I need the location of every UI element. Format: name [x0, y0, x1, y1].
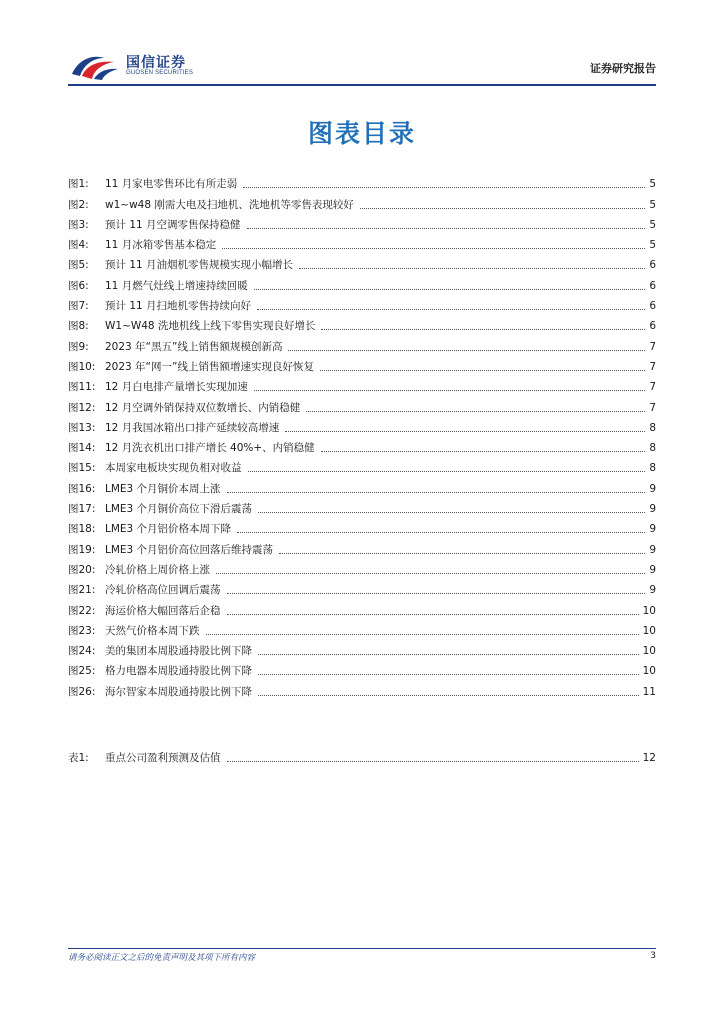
toc-leader-dots	[258, 653, 639, 655]
toc-entry-title: W1~W48 洗地机线上线下零售实现良好增长	[105, 320, 316, 333]
toc-leader-dots	[258, 694, 639, 696]
toc-entry-label: 图20:	[68, 563, 96, 576]
toc-entry-title: 12 月我国冰箱出口排产延续较高增速	[105, 421, 280, 434]
toc-entry-page: 6	[649, 320, 656, 333]
toc-entry[interactable]	[68, 475, 656, 495]
toc-entry-label: 图22:	[68, 604, 96, 617]
toc-leader-dots	[258, 511, 645, 513]
toc-entry[interactable]	[68, 455, 656, 475]
toc-entry-title: 预计 11 月扫地机零售持续向好	[105, 300, 252, 313]
toc-entry[interactable]	[68, 293, 656, 313]
toc-entry-page: 10	[642, 665, 656, 678]
toc-entry-label: 图13:	[68, 421, 96, 434]
toc-entry-page: 7	[649, 360, 656, 373]
page-number: 3	[650, 951, 656, 961]
guosen-logo	[68, 50, 268, 84]
toc-entry-label: 图18:	[68, 523, 96, 536]
footer-disclaimer[interactable]: 请务必阅读正文之后的免责声明及其项下所有内容	[68, 953, 256, 963]
toc-entry-title: 11 月家电零售环比有所走弱	[105, 178, 238, 191]
toc-entry[interactable]	[68, 333, 656, 353]
toc-entry-label: 图14:	[68, 442, 96, 455]
toc-entry-page: 7	[649, 401, 656, 414]
toc-entry-label: 图9:	[68, 340, 89, 353]
toc-entry-page: 8	[649, 462, 656, 475]
toc-entry-label: 图5:	[68, 259, 89, 272]
toc-entry-page: 9	[649, 584, 656, 597]
toc-entry-page: 5	[649, 239, 656, 252]
toc-leader-dots	[285, 430, 645, 432]
toc-leader-dots	[227, 613, 639, 615]
toc-entry[interactable]	[68, 272, 656, 292]
toc-entry-title: 海运价格大幅回落后企稳	[105, 604, 221, 617]
toc-entry-page: 11	[642, 685, 656, 698]
toc-leader-dots	[321, 450, 646, 452]
toc-entry[interactable]	[68, 394, 656, 414]
toc-entry-title: 12 月白电排产量增长实现加速	[105, 381, 248, 394]
toc-entry-label: 图21:	[68, 584, 96, 597]
report-type-label: 证券研究报告	[590, 62, 656, 75]
toc-leader-dots	[248, 470, 646, 472]
toc-entry-page: 10	[642, 624, 656, 637]
table-list	[68, 745, 656, 765]
toc-entry-label: 图23:	[68, 624, 96, 637]
toc-entry-title: 格力电器本周股通持股比例下降	[105, 665, 252, 678]
toc-entry-page: 6	[649, 279, 656, 292]
toc-entry-page: 9	[649, 482, 656, 495]
toc-leader-dots	[320, 369, 645, 371]
toc-leader-dots	[206, 633, 639, 635]
toc-entry-title: 冷轧价格上周价格上涨	[105, 563, 210, 576]
toc-entry[interactable]	[68, 638, 656, 658]
footer-divider	[68, 948, 656, 949]
logo-english-name: GUOSEN SECURITIES	[126, 70, 194, 76]
toc-entry-label: 图6:	[68, 279, 89, 292]
toc-entry-page: 12	[642, 752, 656, 765]
toc-entry[interactable]	[68, 232, 656, 252]
toc-entry-label: 图7:	[68, 300, 89, 313]
toc-entry-label: 图4:	[68, 239, 89, 252]
logo-chinese-name: 国信证券	[126, 55, 186, 71]
toc-leader-dots	[243, 186, 645, 188]
toc-entry-page: 9	[649, 523, 656, 536]
toc-entry-page: 9	[649, 543, 656, 556]
toc-entry-title: 重点公司盈利预测及估值	[105, 752, 221, 765]
toc-leader-dots	[360, 207, 645, 209]
toc-entry-label: 图15:	[68, 462, 96, 475]
toc-entry[interactable]	[68, 536, 656, 556]
toc-entry[interactable]	[68, 577, 656, 597]
header-divider	[68, 84, 656, 86]
toc-entry[interactable]	[68, 171, 656, 191]
toc-entry[interactable]	[68, 496, 656, 516]
toc-leader-dots	[254, 288, 646, 290]
toc-leader-dots	[257, 308, 645, 310]
toc-entry-title: 预计 11 月空调零售保持稳健	[105, 218, 241, 231]
toc-entry-title: 预计 11 月油烟机零售规模实现小幅增长	[105, 259, 294, 272]
toc-leader-dots	[321, 328, 645, 330]
toc-entry-label: 图1:	[68, 178, 89, 191]
toc-entry[interactable]	[68, 745, 656, 765]
toc-entry-title: 12 月空调外销保持双位数增长、内销稳健	[105, 401, 301, 414]
toc-entry-title: 海尔智家本周股通持股比例下降	[105, 685, 252, 698]
figure-list	[68, 171, 656, 699]
toc-entry-page: 5	[649, 218, 656, 231]
toc-entry-page: 5	[649, 198, 656, 211]
toc-entry-page: 9	[649, 503, 656, 516]
toc-entry[interactable]	[68, 415, 656, 435]
guosen-logo-icon	[68, 52, 120, 82]
toc-entry-title: LME3 个月铝价高位回落后维持震荡	[105, 543, 274, 556]
page-header	[68, 50, 656, 84]
toc-entry-label: 图3:	[68, 218, 89, 231]
toc-entry-label: 图16:	[68, 482, 96, 495]
toc-leader-dots	[258, 673, 639, 675]
toc-entry[interactable]	[68, 354, 656, 374]
toc-leader-dots	[288, 349, 645, 351]
toc-entry[interactable]	[68, 313, 656, 333]
toc-entry-page: 9	[649, 563, 656, 576]
toc-entry-label: 图19:	[68, 543, 96, 556]
toc-leader-dots	[247, 227, 646, 229]
toc-leader-dots	[299, 267, 645, 269]
toc-entry-label: 图2:	[68, 198, 89, 211]
toc-entry-label: 图24:	[68, 645, 96, 658]
toc-entry[interactable]	[68, 435, 656, 455]
toc-entry-page: 6	[649, 259, 656, 272]
toc-entry[interactable]	[68, 658, 656, 678]
toc-leader-dots	[227, 592, 646, 594]
toc-entry-page: 10	[642, 645, 656, 658]
toc-entry[interactable]	[68, 191, 656, 211]
toc-entry[interactable]	[68, 252, 656, 272]
toc-entry-title: 11 月燃气灶线上增速持续回暖	[105, 279, 248, 292]
toc-entry-label: 图8:	[68, 320, 89, 333]
toc-entry-title: 11 月冰箱零售基本稳定	[105, 239, 217, 252]
toc-leader-dots	[227, 491, 646, 493]
toc-entry-title: LME3 个月铜价高位下滑后震荡	[105, 503, 253, 516]
toc-entry[interactable]	[68, 597, 656, 617]
toc-entry-title: 美的集团本周股通持股比例下降	[105, 645, 252, 658]
toc-entry-label: 图12:	[68, 401, 96, 414]
toc-entry-title: 天然气价格本周下跌	[105, 624, 200, 637]
page-title: 图表目录	[307, 119, 416, 148]
toc-leader-dots	[237, 531, 645, 533]
toc-entry-page: 8	[649, 442, 656, 455]
toc-entry[interactable]	[68, 212, 656, 232]
toc-entry-label: 图26:	[68, 685, 96, 698]
toc-entry-title: 本周家电板块实现负相对收益	[105, 462, 242, 475]
toc-entry-page: 7	[649, 381, 656, 394]
toc-entry-label: 表1:	[68, 752, 89, 765]
toc-entry[interactable]	[68, 374, 656, 394]
toc-entry-title: 冷轧价格高位回调后震荡	[105, 584, 221, 597]
toc-entry-title: 12 月洗衣机出口排产增长 40%+、内销稳健	[105, 442, 315, 455]
toc-entry-page: 6	[649, 300, 656, 313]
toc-entry-label: 图17:	[68, 503, 96, 516]
toc-entry[interactable]	[68, 516, 656, 536]
toc-entry-label: 图11:	[68, 381, 96, 394]
toc-leader-dots	[227, 760, 639, 762]
toc-entry-label: 图10:	[68, 360, 96, 373]
toc-entry-title: w1~w48 刚需大电及扫地机、洗地机等零售表现较好	[105, 198, 354, 211]
toc-entry-title: 2023 年“黑五”线上销售额规模创新高	[105, 340, 283, 353]
toc-entry-title: LME3 个月铝价格本周下降	[105, 523, 232, 536]
toc-leader-dots	[216, 572, 645, 574]
toc-entry[interactable]	[68, 678, 656, 698]
toc-entry[interactable]	[68, 557, 656, 577]
toc-entry-page: 8	[649, 421, 656, 434]
toc-entry-page: 5	[649, 178, 656, 191]
toc-leader-dots	[254, 389, 646, 391]
toc-leader-dots	[306, 410, 645, 412]
toc-entry-page: 7	[649, 340, 656, 353]
toc-entry-page: 10	[642, 604, 656, 617]
toc-leader-dots	[279, 552, 645, 554]
toc-entry-title: 2023 年“网一”线上销售额增速实现良好恢复	[105, 360, 314, 373]
toc-leader-dots	[222, 247, 645, 249]
toc-entry[interactable]	[68, 618, 656, 638]
toc-entry-label: 图25:	[68, 665, 96, 678]
toc-entry-title: LME3 个月铜价本周上涨	[105, 482, 221, 495]
